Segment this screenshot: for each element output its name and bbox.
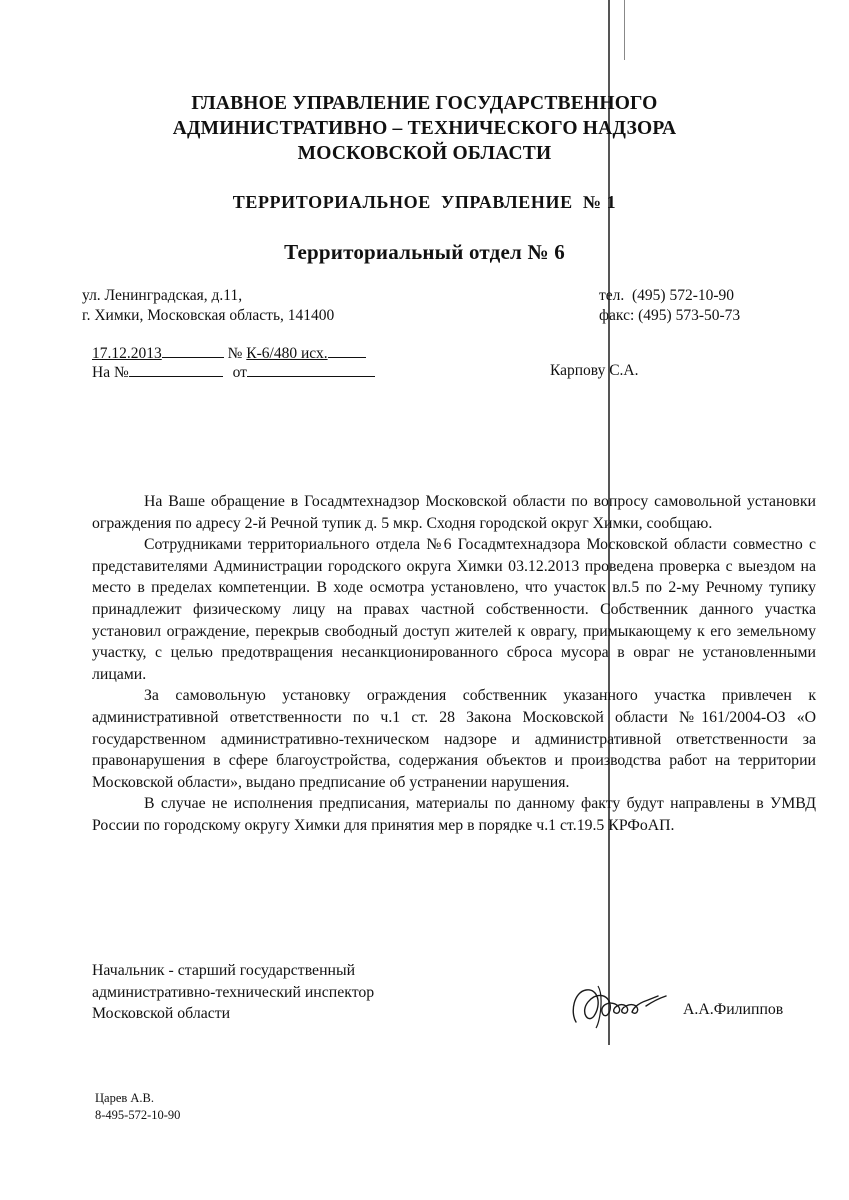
org-line-1: ГЛАВНОЕ УПРАВЛЕНИЕ ГОСУДАРСТВЕННОГО — [191, 93, 658, 114]
recipient: Карпову С.А. — [550, 362, 639, 379]
signatory-title-line-2: административно-технический инспектор — [92, 983, 375, 1001]
letter-body — [92, 491, 816, 837]
reference-number: К-6/480 исх. — [246, 345, 328, 362]
reference-block — [92, 344, 375, 382]
executor-info — [95, 1090, 180, 1124]
organization-title — [0, 91, 849, 166]
scan-artifact-line-secondary — [624, 0, 625, 60]
phone-line: тел. (495) 572-10-90 — [599, 287, 735, 304]
body-paragraph: За самовольную установку ограждения собственник указанного участка привлечен к административной ответственности по ч.1 ст. 28 Закона Московской области №161/2004-ОЗ «О государственном административно-техническом надзоре и административной ответственности за правонарушения в сфере благоустройства, содержания объектов и производства работ на территории Московской области», выдано предписание об устранении нарушения. — [92, 687, 816, 791]
contacts-block — [599, 286, 740, 326]
territorial-unit: ТЕРРИТОРИАЛЬНОЕ УПРАВЛЕНИЕ № 1 — [232, 192, 617, 212]
signatory-name: А.А.Филиппов — [683, 1001, 784, 1018]
body-paragraph: На Ваше обращение в Госадмтехнадзор Московской области по вопросу самовольной установки ограждения по адресу 2-й Речной тупик д. 5 мкр. Сходня городской округ Химки, сообщаю. — [92, 493, 816, 532]
from-label: от — [232, 364, 247, 381]
org-line-2: АДМИНИСТРАТИВНО – ТЕХНИЧЕСКОГО НАДЗОРА — [172, 118, 677, 139]
number-underline — [328, 344, 366, 358]
reference-number-prefix: № — [227, 345, 247, 362]
date-underline — [162, 344, 224, 358]
body-paragraph: Сотрудниками территориального отдела №6 Госадмтехнадзора Московской области совместно с представителями Администрации городского округа Химки 03.12.2013 проведена проверка с выездом на место в пределах компетенции. В ходе осмотра установлено, что участок вл.5 по 2-му Речному тупику принадлежит физическому лицу на правах частной собственности. Собственник данного участка установил ограждение, перекрыв свободный доступ жителей к оврагу, примыкающему к его земельному участку, с целью предотвращения несанкционированного сброса мусора в овраг не установленными лицами. — [92, 536, 816, 683]
reference-line-2 — [92, 363, 375, 382]
executor-name: Царев А.В. — [95, 1091, 155, 1105]
executor-phone: 8-495-572-10-90 — [95, 1108, 181, 1122]
body-paragraph: В случае не исполнения предписания, материалы по данному факту будут направлены в УМВД России по городскому округу Химки для принятия мер в порядке ч.1 ст.19.5 КРФоАП. — [92, 795, 816, 834]
handwritten-signature — [568, 982, 668, 1030]
address-line-1: ул. Ленинградская, д.11, — [82, 287, 243, 304]
signatory-title-line-3: Московской области — [92, 1005, 231, 1022]
signatory-title-line-1: Начальник - старший государственный — [92, 962, 356, 979]
reference-date: 17.12.2013 — [92, 345, 162, 362]
signatory-title — [92, 960, 374, 1025]
department-title: Территориальный отдел № 6 — [284, 240, 565, 264]
address-line-2: г. Химки, Московская область, 141400 — [82, 307, 335, 324]
from-blank — [247, 363, 375, 377]
reference-line-1 — [92, 344, 375, 363]
in-reply-label: На № — [92, 364, 129, 381]
fax-line: факс: (495) 573-50-73 — [599, 307, 741, 324]
in-reply-blank — [129, 363, 223, 377]
org-line-3: МОСКОВСКОЙ ОБЛАСТИ — [297, 143, 552, 164]
address-block — [82, 286, 334, 326]
